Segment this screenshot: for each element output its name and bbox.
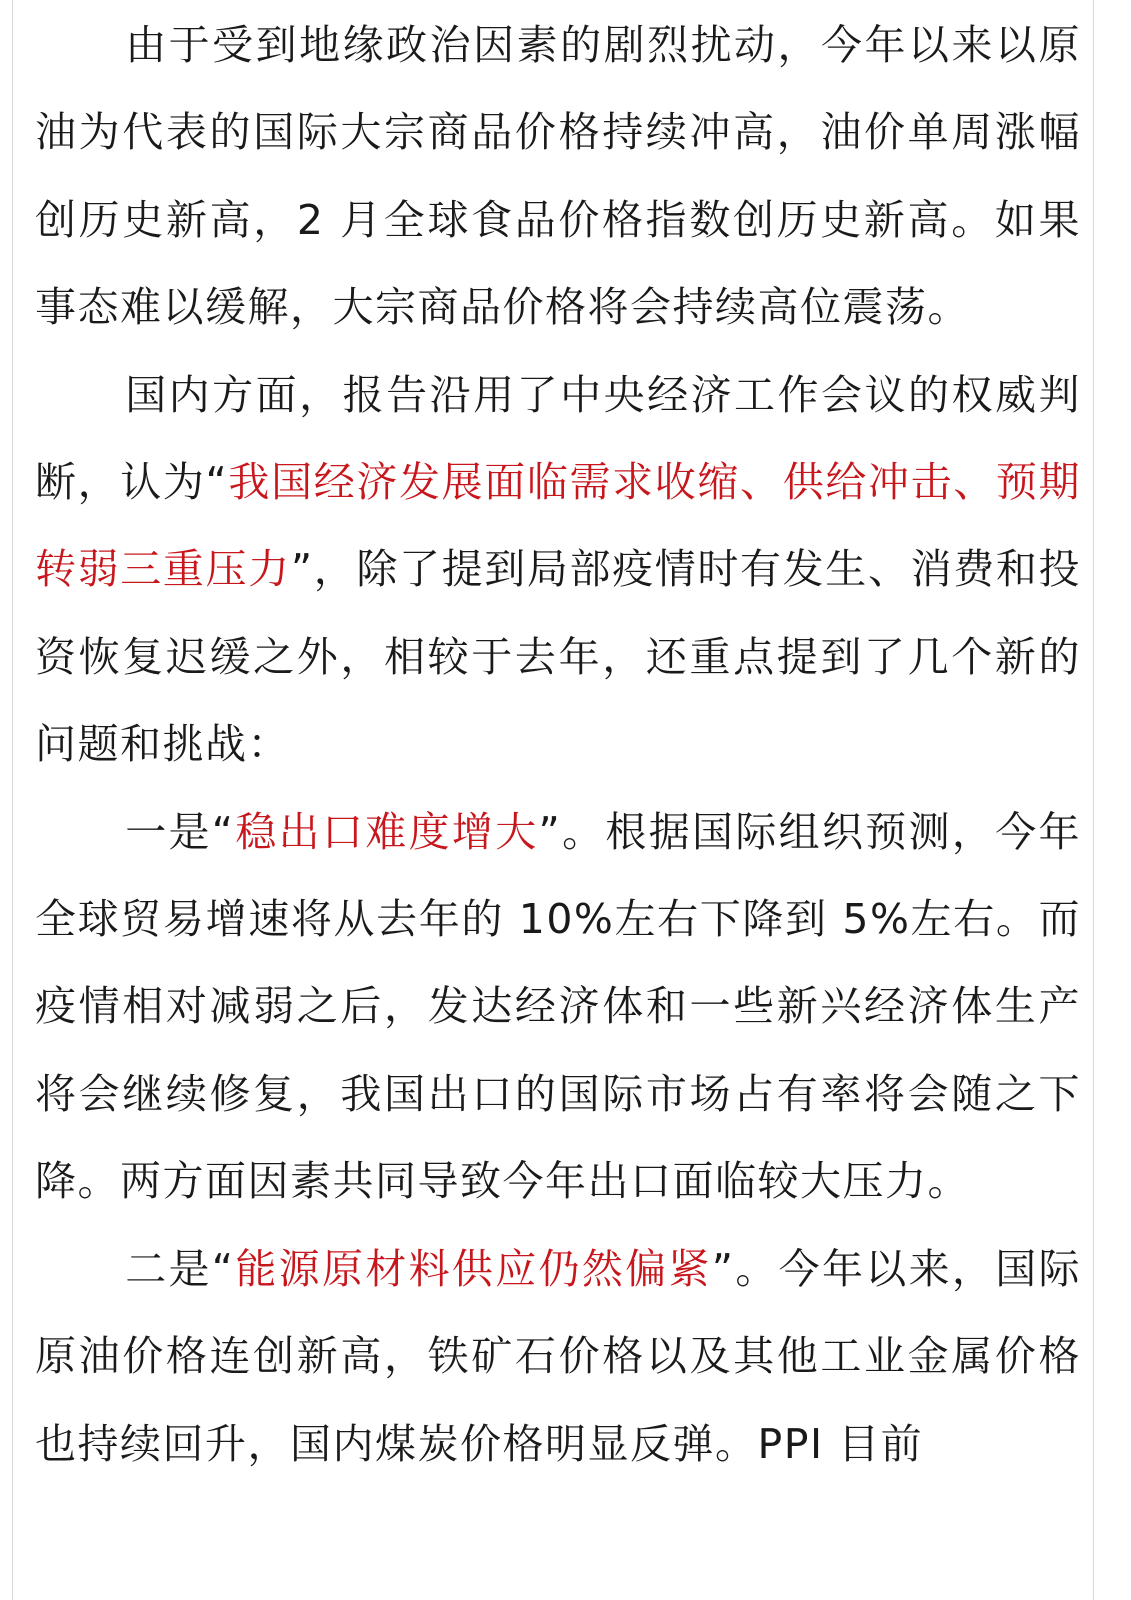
paragraph-text: ”。根据国际组织预测，今年全球贸易增速将从去年的 10%左右下降到 5%左右。而疫情相对减弱之后，发达经济体和一些新兴经济体生产将会继续修复，我国出口的国际市场占有率将会随之下降。两方面因素共同导致今年出口面临较大压力。 xyxy=(35,807,1082,1206)
highlighted-quote: 我国经济发展面临需求收缩、供给冲击、预期转弱三重压力 xyxy=(35,458,1082,594)
paragraph-geopolitics xyxy=(35,2,1081,352)
paragraph-point-one xyxy=(35,789,1081,1226)
paragraph-text: 由于受到地缘政治因素的剧烈扰动，今年以来以原油为代表的国际大宗商品价格持续冲高，油价单周涨幅创历史新高，2 月全球食品价格指数创历史新高。如果事态难以缓解，大宗商品价格将会持续高位震荡。 xyxy=(35,21,1081,332)
paragraph-domestic xyxy=(35,352,1081,789)
document-page xyxy=(12,0,1094,1600)
paragraph-text: ”，除了提到局部疫情时有发生、消费和投资恢复迟缓之外，相较于去年，还重点提到了几个新的问题和挑战： xyxy=(35,545,1081,769)
highlighted-quote: 稳出口难度增大 xyxy=(234,807,539,856)
paragraph-text: 二是“ xyxy=(125,1244,235,1293)
paragraph-text: 一是“ xyxy=(125,807,235,856)
paragraph-text: 国内方面，报告沿用了中央经济工作会议的权威判断，认为“ xyxy=(35,370,1081,507)
article-body xyxy=(35,2,1081,1488)
paragraph-point-two xyxy=(35,1226,1081,1488)
highlighted-quote: 能源原材料供应仍然偏紧 xyxy=(234,1244,712,1293)
paragraph-text: ”。今年以来，国际原油价格连创新高，铁矿石价格以及其他工业金属价格也持续回升，国内煤炭价格明显反弹。PPI 目前 xyxy=(35,1244,1081,1468)
